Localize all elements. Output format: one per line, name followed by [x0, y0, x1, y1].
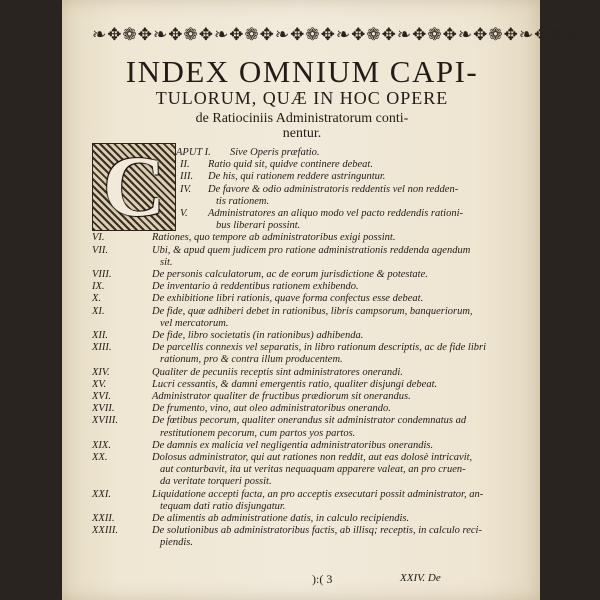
- chapter-number: XVII.: [92, 403, 115, 415]
- chapter-title: Qualiter de pecuniis receptis sint administratores onerandi.: [152, 366, 403, 378]
- chapter-number: APUT I.: [176, 147, 211, 158]
- ornament-border: ❧✥❁✥❧✥❁✥❧✥❁✥❧✥❁✥❧✥❁✥❧✥❁✥❧✥❁✥❧✥❁✥: [92, 25, 580, 44]
- chapter-title: De personis calculatorum, ac de eorum jurisdictione & potestate.: [152, 269, 428, 280]
- chapter-number: XIII.: [92, 342, 112, 354]
- chapter-number: XIX.: [92, 439, 111, 451]
- chapter-title: De parcellis connexis vel separatis, in libro rationum descriptis, ac de fide libri: [152, 342, 487, 354]
- chapter-title: De solutionibus ab administratoribus factis, ab illisq; receptis, in calculo reci-: [152, 525, 482, 537]
- chapter-number: XI.: [92, 305, 105, 317]
- signature-mark: ):( 3: [312, 572, 333, 586]
- chapter-number: XII.: [92, 330, 109, 341]
- chapter-title: De frumento, vino, aut oleo administratoribus onerando.: [152, 403, 391, 415]
- chapter-number: VIII.: [92, 269, 112, 280]
- chapter-number: XXII.: [92, 513, 115, 524]
- chapter-title: De inventario à reddentibus rationem exhibendo.: [152, 281, 359, 293]
- page-title-line-3: de Ratiociniis Administratorum conti-: [195, 111, 409, 126]
- chapter-number: X.: [92, 293, 102, 305]
- chapter-title: tequam dati ratio disjungatur.: [160, 500, 286, 512]
- chapter-title: Ubi, & apud quem judicem pro ratione administrationis reddenda agendum: [152, 244, 471, 256]
- chapter-title: Lucri cessantis, & damni emergentis ratio, qualiter disjungi debeat.: [152, 378, 438, 390]
- chapter-title: rationum, pro & contra illum producentem.: [160, 354, 343, 366]
- chapter-number: II.: [180, 159, 190, 171]
- page-title-line-1: INDEX OMNIUM CAPI-: [125, 54, 479, 89]
- chapter-number: III.: [180, 171, 194, 183]
- chapter-number: IX.: [92, 281, 105, 293]
- chapter-number: XIV.: [92, 366, 110, 378]
- chapter-number: IV.: [180, 183, 192, 195]
- chapter-title: aut conturbavit, ita ut veritas nequaquam apparere valeat, an pro cruen-: [160, 464, 466, 476]
- chapter-number: XXI.: [92, 488, 111, 500]
- chapter-title: De exhibitione libri rationis, quave forma confectus esse debeat.: [152, 293, 424, 305]
- chapter-number: XV.: [92, 378, 107, 390]
- chapter-number: XX.: [92, 452, 108, 463]
- chapter-title: De fide, quæ adhiberi debet in rationibus, libris campsorum, banqueriorum,: [152, 305, 473, 317]
- chapter-number: XVIII.: [92, 415, 118, 427]
- chapter-number: XVI.: [92, 391, 111, 402]
- chapter-title: De favore & odio administratoris reddentis vel non redden-: [208, 183, 459, 195]
- initial-letter: C: [102, 138, 166, 234]
- chapter-title: De fide, libro societatis (in rationibus) adhibenda.: [152, 330, 364, 341]
- chapter-title: Administratores an aliquo modo vel pacto reddendis rationi-: [208, 208, 463, 219]
- catchword: XXIV. De: [400, 572, 441, 584]
- chapter-title: tis rationem.: [216, 195, 270, 207]
- chapter-title: Dolosus administrator, qui aut rationes non reddit, aut eas dolosè intricavit,: [152, 452, 473, 463]
- chapter-title: De his, qui rationem reddere astringuntur.: [208, 171, 386, 183]
- decorated-initial: [92, 138, 176, 234]
- chapter-title: Administrator qualiter de fructibus prædiorum sit onerandus.: [152, 391, 411, 402]
- chapter-title: Liquidatione accepti facta, an pro acceptis exsecutari possit administrator, an-: [152, 488, 484, 500]
- chapter-title: Rationes, quo tempore ab administratoribus exigi possint.: [152, 232, 396, 244]
- chapter-title: piendis.: [160, 537, 193, 549]
- chapter-title: vel mercatorum.: [160, 317, 229, 329]
- chapter-title: De alimentis ab administratione datis, in calculo recipiendis.: [152, 513, 410, 524]
- chapter-title: Sive Operis præfatio.: [230, 147, 320, 158]
- chapter-number: V.: [180, 208, 188, 219]
- chapter-number: XXIII.: [92, 525, 118, 537]
- page-title-line-4: nentur.: [282, 126, 322, 141]
- chapter-number: VII.: [92, 244, 109, 256]
- chapter-number: VI.: [92, 232, 105, 244]
- chapter-title: De damnis ex malicia vel negligentia administratoribus onerandis.: [152, 439, 434, 451]
- book-page: [62, 0, 580, 600]
- chapter-title: sit.: [160, 256, 173, 268]
- chapter-title: Ratio quid sit, quidve continere debeat.: [208, 159, 373, 171]
- chapter-title: bus liberari possint.: [216, 220, 301, 232]
- chapter-title: restitutionem pecorum, cum partos yos partos.: [160, 427, 356, 439]
- chapter-title: da veritate torqueri possit.: [160, 476, 272, 488]
- page-title-line-2: TULORUM, QUÆ IN HOC OPERE: [155, 88, 449, 108]
- chapter-title: De fœtibus pecorum, qualiter onerandus sit administrator condemnatus ad: [152, 415, 467, 427]
